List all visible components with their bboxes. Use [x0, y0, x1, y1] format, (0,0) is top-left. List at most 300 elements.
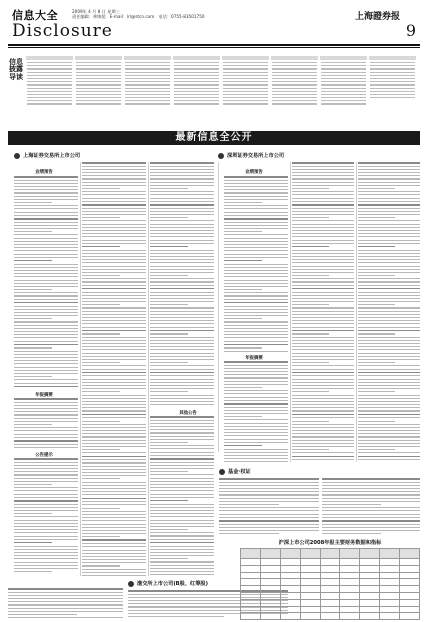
text-line	[150, 535, 214, 536]
text-line	[82, 572, 146, 573]
stats-cell	[340, 606, 360, 613]
text-line	[224, 218, 288, 220]
text-line	[292, 356, 354, 357]
text-line	[150, 507, 214, 508]
stats-cell	[340, 565, 360, 572]
text-line	[150, 398, 214, 399]
text-line	[14, 299, 78, 300]
index-table	[173, 56, 220, 126]
index-row	[223, 103, 268, 104]
stats-cell	[260, 565, 280, 572]
text-line	[224, 432, 288, 433]
text-line	[358, 404, 420, 405]
text-line	[14, 231, 52, 232]
text-line	[82, 346, 146, 347]
stats-row	[241, 599, 420, 606]
index-row	[223, 78, 268, 79]
text-line	[224, 381, 288, 382]
text-line	[82, 556, 146, 557]
text-column	[14, 398, 78, 450]
text-line	[14, 405, 78, 406]
text-line	[224, 445, 262, 447]
stats-cell	[241, 565, 261, 572]
index-row	[321, 103, 366, 104]
text-line	[82, 530, 146, 531]
text-line	[292, 285, 354, 286]
text-column	[150, 416, 214, 576]
text-line	[14, 465, 78, 466]
text-line	[82, 233, 146, 234]
text-line	[150, 343, 214, 344]
stats-cell	[280, 559, 300, 566]
index-row	[76, 65, 121, 66]
index-row	[174, 94, 219, 95]
brand-title: 信息大全	[12, 9, 58, 22]
text-line	[14, 328, 78, 329]
text-line	[14, 228, 78, 229]
text-line	[292, 266, 354, 267]
text-line	[14, 444, 78, 445]
text-line	[224, 344, 288, 346]
text-line	[82, 524, 146, 525]
index-row	[370, 75, 415, 76]
index-row	[321, 65, 366, 66]
index-row	[27, 84, 72, 85]
stats-cell	[380, 549, 400, 559]
index-row	[223, 81, 268, 82]
text-line	[358, 211, 420, 212]
index-row	[223, 94, 268, 95]
text-line	[14, 337, 78, 338]
text-line	[150, 471, 188, 472]
text-line	[224, 270, 288, 271]
text-line	[358, 230, 420, 231]
text-line	[82, 466, 146, 467]
text-line	[82, 459, 146, 460]
text-line	[292, 188, 329, 189]
index-table-header	[75, 56, 122, 60]
text-line	[292, 211, 354, 212]
text-line	[292, 298, 354, 299]
text-line	[292, 362, 329, 363]
text-line	[358, 182, 420, 183]
text-line	[358, 421, 395, 422]
text-line	[150, 349, 214, 350]
text-line	[150, 262, 214, 263]
stats-cell	[340, 572, 360, 579]
header-rule-thin	[8, 47, 420, 48]
text-line	[292, 323, 354, 324]
text-line	[150, 311, 214, 312]
index-row	[272, 81, 317, 82]
text-line	[292, 253, 354, 254]
text-line	[292, 340, 354, 341]
text-line	[358, 375, 420, 376]
text-line	[224, 341, 288, 342]
text-line	[150, 458, 214, 460]
text-line	[82, 166, 146, 167]
text-line	[14, 312, 78, 313]
stats-row	[241, 592, 420, 599]
stats-row	[241, 586, 420, 593]
stats-cell	[300, 592, 320, 599]
text-line	[358, 191, 420, 192]
text-line	[292, 233, 354, 234]
stats-grid	[240, 548, 420, 620]
text-line	[358, 236, 420, 237]
text-line	[14, 309, 78, 310]
text-line	[150, 317, 214, 318]
banner	[8, 131, 420, 145]
text-line	[14, 363, 78, 364]
text-line	[292, 314, 354, 315]
stats-cell	[360, 599, 380, 606]
text-line	[150, 549, 214, 550]
stats-cell	[300, 559, 320, 566]
index-row	[321, 81, 366, 82]
text-line	[292, 343, 354, 344]
text-line	[150, 175, 214, 176]
text-line	[150, 395, 214, 396]
text-line	[82, 427, 146, 428]
text-line	[150, 243, 214, 244]
text-line	[224, 351, 288, 352]
text-line	[14, 458, 78, 460]
index-row	[76, 88, 121, 89]
text-line	[14, 218, 78, 220]
text-line	[150, 379, 214, 380]
text-line	[14, 341, 78, 342]
text-line	[14, 260, 52, 262]
stats-cell	[340, 586, 360, 593]
index-row	[370, 97, 415, 98]
text-line	[358, 266, 420, 267]
text-line	[224, 309, 288, 310]
text-line	[82, 220, 146, 221]
text-line	[82, 311, 146, 312]
text-line	[358, 178, 420, 179]
subhead: 业绩预告	[245, 170, 263, 175]
text-line	[150, 307, 214, 308]
text-line	[150, 330, 214, 332]
index-row	[76, 100, 121, 101]
text-line	[150, 250, 214, 251]
text-line	[8, 588, 123, 590]
text-line	[292, 430, 354, 431]
index-row	[272, 103, 317, 104]
text-line	[224, 325, 288, 326]
text-line	[150, 340, 214, 341]
text-line	[82, 201, 146, 202]
text-line	[150, 240, 214, 241]
text-line	[14, 254, 78, 255]
index-row	[370, 68, 415, 69]
text-line	[224, 387, 262, 388]
text-line	[14, 497, 78, 498]
text-line	[14, 520, 78, 521]
text-line	[82, 482, 146, 483]
index-row	[125, 72, 170, 73]
text-line	[82, 365, 146, 366]
stats-cell	[360, 586, 380, 593]
index-table	[320, 56, 367, 126]
text-line	[358, 365, 420, 366]
index-table-header	[320, 56, 367, 60]
text-line	[82, 272, 146, 273]
text-line	[14, 357, 78, 358]
text-line	[358, 349, 420, 350]
text-line	[150, 178, 214, 179]
text-line	[14, 437, 78, 438]
text-line	[358, 443, 420, 444]
text-line	[292, 194, 354, 195]
text-line	[14, 199, 78, 200]
stats-cell	[300, 586, 320, 593]
text-line	[8, 598, 123, 599]
text-line	[150, 391, 188, 392]
stats-cell	[241, 559, 261, 566]
text-line	[358, 459, 420, 460]
index-row	[27, 78, 72, 79]
text-line	[14, 471, 78, 472]
text-line	[150, 510, 214, 511]
index-row	[321, 100, 366, 101]
text-line	[292, 391, 329, 392]
text-line	[14, 414, 78, 415]
text-line	[224, 328, 288, 329]
text-line	[292, 240, 354, 241]
stats-cell	[280, 599, 300, 606]
text-line	[358, 269, 420, 270]
text-line	[224, 400, 288, 401]
index-row	[174, 97, 219, 98]
text-line	[82, 421, 120, 422]
header-rule	[8, 44, 420, 46]
text-line	[14, 513, 52, 514]
text-line	[82, 452, 146, 453]
stats-cell	[360, 606, 380, 613]
text-line	[224, 215, 288, 216]
text-line	[292, 172, 354, 173]
text-line	[82, 317, 146, 318]
text-line	[150, 295, 214, 296]
text-line	[292, 401, 354, 402]
index-table	[124, 56, 171, 126]
text-line	[150, 442, 188, 443]
text-line	[322, 514, 420, 515]
section-bottom: 渤交所上市公司(B股、红筹股)	[128, 580, 208, 590]
stats-cell	[380, 559, 400, 566]
stats-cell	[260, 579, 280, 586]
text-line	[14, 315, 78, 316]
text-line	[150, 365, 214, 366]
text-line	[150, 275, 188, 276]
stats-cell	[400, 572, 420, 579]
text-line	[292, 281, 354, 282]
text-line	[292, 275, 329, 276]
bullet-icon	[14, 153, 20, 159]
text-line	[14, 487, 78, 488]
index-row	[272, 94, 317, 95]
text-line	[8, 592, 123, 593]
text-line	[82, 194, 146, 195]
text-line	[82, 485, 146, 486]
text-line	[292, 375, 354, 376]
column-divider	[218, 162, 219, 452]
text-line	[358, 253, 420, 254]
text-line	[150, 401, 214, 402]
section-title: Disclosure	[12, 21, 113, 41]
text-line	[292, 346, 354, 347]
text-line	[358, 214, 420, 215]
header-date: 2009年 4 月 8 日 星期三	[72, 9, 120, 14]
text-line	[14, 244, 78, 245]
text-line	[292, 182, 354, 183]
index-row	[27, 75, 72, 76]
text-line	[14, 318, 52, 319]
text-line	[150, 455, 214, 456]
text-line	[82, 224, 146, 225]
index-table	[75, 56, 122, 126]
index-row	[223, 84, 268, 85]
text-line	[358, 172, 420, 173]
text-line	[322, 533, 381, 534]
index-row	[125, 100, 170, 101]
text-line	[224, 321, 288, 322]
text-line	[82, 472, 146, 473]
text-line	[358, 440, 420, 441]
index-row	[321, 62, 366, 63]
text-line	[14, 250, 78, 251]
text-line	[82, 327, 146, 328]
text-line	[224, 250, 288, 251]
text-line	[224, 183, 288, 184]
index-row	[125, 78, 170, 79]
text-line	[8, 608, 123, 609]
index-row	[370, 72, 415, 73]
text-line	[82, 266, 146, 267]
index-row	[223, 100, 268, 101]
index-table-header	[369, 56, 416, 60]
text-line	[219, 482, 319, 483]
text-line	[358, 162, 420, 164]
text-line	[358, 295, 420, 296]
index-row	[370, 94, 415, 95]
text-line	[150, 420, 214, 421]
index-row	[125, 62, 170, 63]
text-line	[82, 256, 146, 257]
text-line	[150, 552, 214, 553]
stats-cell	[260, 559, 280, 566]
text-line	[82, 178, 146, 179]
text-line	[82, 295, 146, 296]
text-line	[358, 311, 420, 312]
text-line	[82, 349, 146, 350]
text-line	[358, 333, 395, 334]
index-table	[271, 56, 318, 126]
stats-cell	[400, 592, 420, 599]
text-line	[14, 264, 78, 265]
text-line	[224, 435, 288, 436]
text-line	[14, 276, 78, 277]
text-line	[292, 288, 354, 290]
text-line	[150, 385, 214, 386]
text-line	[358, 456, 420, 458]
text-line	[150, 359, 214, 360]
text-line	[150, 233, 214, 234]
text-line	[224, 238, 288, 239]
stats-cell	[260, 592, 280, 599]
text-line	[292, 250, 354, 251]
text-line	[150, 416, 214, 418]
text-line	[82, 301, 146, 302]
text-line	[358, 401, 420, 402]
text-line	[224, 225, 288, 226]
stats-cell	[241, 572, 261, 579]
text-line	[82, 382, 146, 383]
text-line	[219, 520, 319, 522]
text-line	[14, 568, 78, 569]
text-line	[292, 262, 354, 263]
text-line	[224, 371, 288, 372]
text-line	[82, 550, 146, 551]
text-line	[150, 516, 214, 517]
text-line	[82, 417, 146, 418]
text-line	[150, 230, 214, 231]
text-line	[358, 353, 420, 354]
stats-cell	[400, 586, 420, 593]
text-line	[150, 285, 214, 286]
text-line	[292, 452, 354, 453]
text-line	[358, 188, 395, 189]
index-row	[174, 62, 219, 63]
stats-row	[241, 549, 420, 559]
index-row	[223, 75, 268, 76]
text-line	[82, 517, 146, 518]
text-line	[358, 227, 420, 228]
text-line	[358, 395, 420, 396]
text-line	[82, 475, 146, 476]
stats-cell	[340, 592, 360, 599]
text-line	[82, 469, 146, 470]
text-line	[150, 272, 214, 273]
stats-cell	[360, 559, 380, 566]
index-row	[321, 84, 366, 85]
text-line	[219, 524, 319, 525]
text-column	[358, 162, 420, 462]
stats-cell	[280, 613, 300, 620]
index-row	[76, 81, 121, 82]
column-divider	[290, 162, 291, 462]
text-line	[14, 212, 78, 213]
text-line	[358, 185, 420, 186]
text-line	[219, 517, 319, 518]
text-line	[292, 440, 354, 441]
text-line	[82, 204, 146, 206]
text-line	[82, 304, 120, 305]
text-line	[82, 369, 146, 370]
text-line	[150, 191, 214, 192]
text-line	[358, 281, 420, 282]
text-line	[150, 323, 214, 324]
text-line	[292, 295, 354, 296]
index-row	[76, 103, 121, 104]
text-line	[82, 494, 146, 495]
text-line	[219, 507, 319, 508]
index-row	[174, 72, 219, 73]
text-line	[150, 436, 214, 437]
text-line	[82, 456, 146, 458]
